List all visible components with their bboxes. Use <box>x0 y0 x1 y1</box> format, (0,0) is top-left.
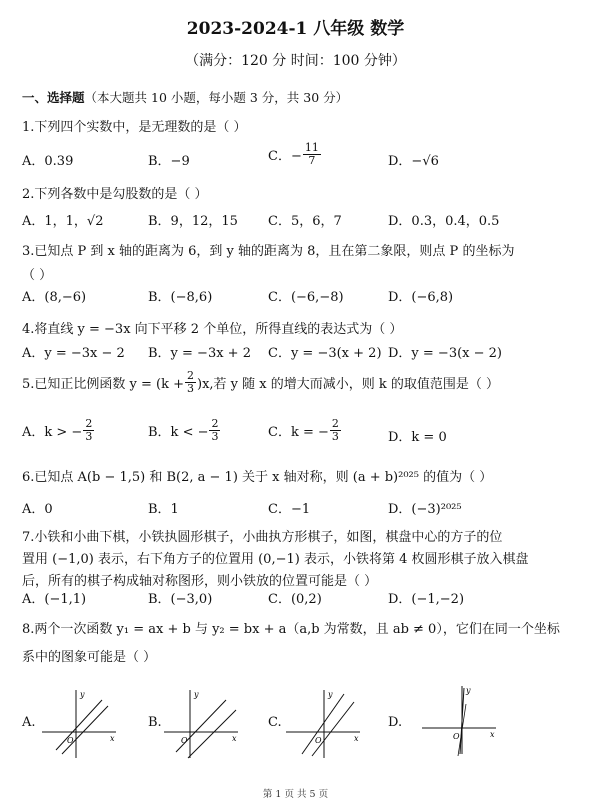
graph-d <box>420 684 498 756</box>
fraction-numerator: 2 <box>211 417 219 430</box>
question-1-stem: 1.下列四个实数中，是无理数的是（ ） <box>22 120 247 135</box>
q2-option-d: D．0.3，0.4，0.5 <box>388 214 500 229</box>
q3-option-c: C．(−6,−8) <box>268 290 344 305</box>
x-axis-label: x <box>110 734 115 743</box>
y-axis-label: y <box>194 690 199 699</box>
question-2-stem: 2.下列各数中是勾股数的是（ ） <box>22 187 208 202</box>
page-title: 2023-2024-1 八年级 数学 <box>186 19 405 39</box>
q5-option-a-label: A．k > − <box>22 425 83 441</box>
q8-option-c: C. <box>268 715 282 730</box>
q6-option-c: C．−1 <box>268 502 311 517</box>
q3-option-d: D．(−6,8) <box>388 290 454 305</box>
q4-option-c: C．y = −3(x + 2) <box>268 346 382 361</box>
q4-option-a: A．y = −3x − 2 <box>22 346 125 361</box>
q1-option-c-label: C．− <box>268 149 302 165</box>
q7-option-c: C．(0,2) <box>268 592 322 607</box>
question-3-stem-cont: （ ） <box>22 268 53 283</box>
q7-option-a: A．(−1,1) <box>22 592 87 607</box>
exam-info: （满分：120 分 时间：100 分钟） <box>185 53 406 69</box>
q5-b-fraction <box>209 418 220 443</box>
section-title: 一、选择题 <box>22 90 85 105</box>
q1-option-a: A．0.39 <box>22 154 74 169</box>
q4-option-b: B．y = −3x + 2 <box>148 346 251 361</box>
q5-a-fraction <box>83 418 94 443</box>
y-axis-label: y <box>466 686 471 695</box>
q5-stem-part2: )x,若 y 随 x 的增大而减小，则 k 的取值范围是（ ） <box>197 377 500 393</box>
line-y2 <box>62 706 108 754</box>
q5-option-b-label: B．k < − <box>148 425 209 441</box>
q6-option-a: A．0 <box>22 502 53 517</box>
line-y1 <box>302 694 344 754</box>
graph-a <box>40 688 118 760</box>
question-8-line-1: 8.两个一次函数 y₁ = ax + b 与 y₂ = bx + a（a,b 为常数，且 ab ≠ 0），它们在同一个坐标 <box>22 622 560 637</box>
page-footer: 第 1 页 共 5 页 <box>262 789 329 800</box>
y-axis-label: y <box>328 690 333 699</box>
q6-option-b: B．1 <box>148 502 179 517</box>
q7-option-b: B．(−3,0) <box>148 592 213 607</box>
q6-option-d: D．(−3)²⁰²⁵ <box>388 502 462 517</box>
fraction-denominator: 3 <box>187 382 195 396</box>
x-axis-label: x <box>490 730 495 739</box>
question-6-stem: 6.已知点 A(b − 1,5) 和 B(2, a − 1) 关于 x 轴对称，则 (a + b)²⁰²⁵ 的值为（ ） <box>22 470 493 485</box>
fraction-numerator: 2 <box>85 417 93 430</box>
x-axis-label: x <box>354 734 359 743</box>
q5-option-c <box>268 418 342 443</box>
question-7-line-1: 7.小铁和小曲下棋，小铁执圆形棋子，小曲执方形棋子，如图，棋盘中心的方子的位 <box>22 530 503 545</box>
q2-option-b: B．9，12，15 <box>148 214 238 229</box>
line-y1 <box>56 700 102 750</box>
fraction-numerator: 2 <box>331 417 339 430</box>
q8-option-d: D. <box>388 715 403 730</box>
q1-option-d: D．−√6 <box>388 154 439 169</box>
question-8-line-2: 系中的图象可能是（ ） <box>22 650 157 665</box>
origin-label: O <box>67 736 74 745</box>
q7-option-d: D．(−1,−2) <box>388 592 465 607</box>
origin-label: O <box>315 736 322 745</box>
question-7-line-3: 后，所有的棋子构成轴对称图形，则小铁放的位置可能是（ ） <box>22 574 378 589</box>
graph-c <box>284 688 362 760</box>
q3-option-a: A．(8,−6) <box>22 290 87 305</box>
question-7-line-2: 置用 (−1,0) 表示，右下角方子的位置用 (0,−1) 表示，小铁将第 4 枚圆形棋子放入棋盘 <box>22 552 529 567</box>
fraction-numerator: 2 <box>187 369 195 382</box>
fraction-denominator: 3 <box>211 430 219 444</box>
q4-option-d: D．y = −3(x − 2) <box>388 346 502 361</box>
q5-option-d: D．k = 0 <box>388 430 447 445</box>
q8-option-a: A. <box>22 715 36 730</box>
q3-option-b: B．(−8,6) <box>148 290 213 305</box>
question-3-stem: 3.已知点 P 到 x 轴的距离为 6，到 y 轴的距离为 8，且在第二象限，则点 P 的坐标为 <box>22 244 515 259</box>
question-4-stem: 4.将直线 y = −3x 向下平移 2 个单位，所得直线的表达式为（ ） <box>22 322 403 337</box>
fraction-denominator: 3 <box>85 430 93 444</box>
x-axis-label: x <box>232 734 237 743</box>
fraction-numerator: 11 <box>304 141 319 154</box>
section-heading <box>22 88 348 106</box>
q2-option-c: C．5，6，7 <box>268 214 342 229</box>
q2-option-a: A．1，1，√2 <box>22 214 104 229</box>
q5-stem-part1: 5.已知正比例函数 y = (k + <box>22 377 185 393</box>
q1-option-c <box>268 142 322 167</box>
q5-c-fraction <box>330 418 341 443</box>
graph-b <box>162 688 240 760</box>
q5-option-a <box>22 418 95 443</box>
q5-option-c-label: C．k = − <box>268 425 329 441</box>
q5-option-b <box>148 418 221 443</box>
fraction-denominator: 3 <box>331 430 339 444</box>
section-note: （本大题共 10 小题，每小题 3 分，共 30 分） <box>84 90 349 105</box>
line-y2 <box>188 710 236 758</box>
origin-label: O <box>181 736 188 745</box>
q8-option-b: B. <box>148 715 162 730</box>
fraction-denominator: 7 <box>308 154 316 168</box>
q1-fraction <box>303 142 321 167</box>
origin-label: O <box>453 732 460 741</box>
question-5-stem <box>22 370 499 395</box>
q1-option-b: B．−9 <box>148 154 190 169</box>
q5-fraction <box>185 370 196 395</box>
y-axis-label: y <box>80 690 85 699</box>
